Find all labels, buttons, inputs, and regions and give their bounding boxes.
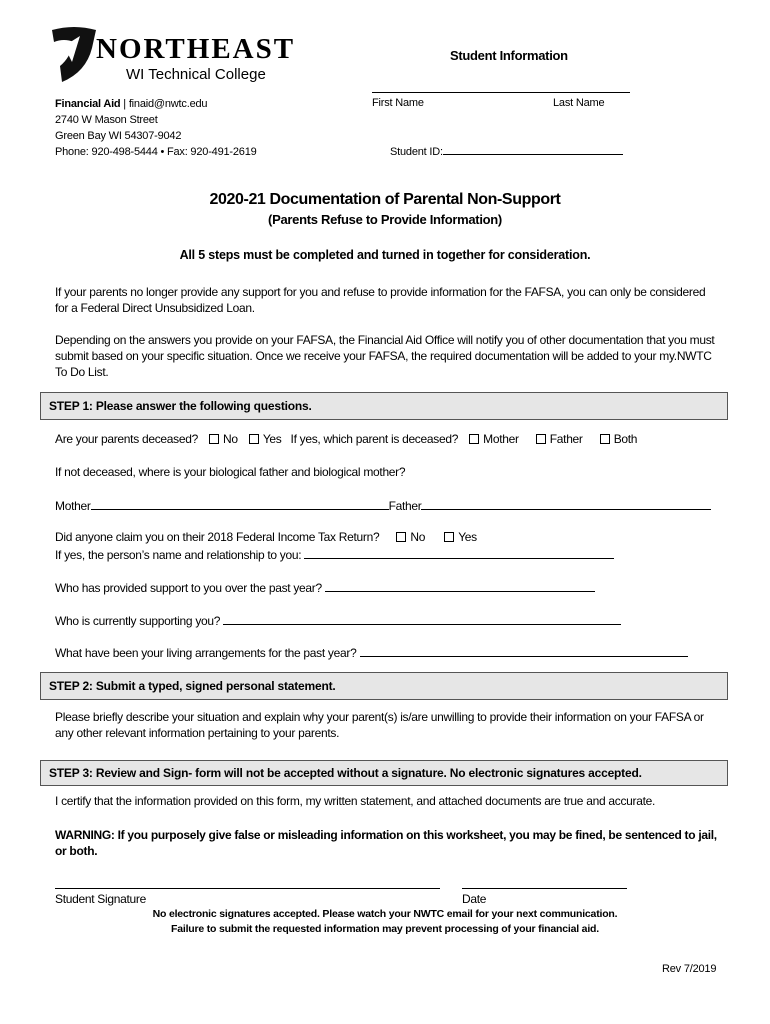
all-steps-notice: All 5 steps must be completed and turned in together for consideration. xyxy=(179,248,591,262)
footer-line-2: Failure to submit the requested information may prevent processing of your financial aid. xyxy=(171,923,599,935)
mother-checkbox[interactable] xyxy=(469,434,479,444)
dept-name: Financial Aid xyxy=(55,98,121,110)
page-title: 2020-21 Documentation of Parental Non-Support xyxy=(209,191,561,208)
support-now-field[interactable] xyxy=(223,612,621,625)
father-checkbox[interactable] xyxy=(536,434,546,444)
step2-header: STEP 2: Submit a typed, signed personal statement. xyxy=(40,672,728,700)
tax-yes-checkbox[interactable] xyxy=(444,532,454,542)
northeast-shield-icon xyxy=(50,26,98,84)
college-name-top: NORTHEAST xyxy=(96,33,296,65)
mother-location-field[interactable] xyxy=(91,497,389,510)
date-label: Date xyxy=(462,892,487,906)
both-checkbox[interactable] xyxy=(600,434,610,444)
address-line-1: 2740 W Mason Street xyxy=(55,114,158,126)
father-option-label: Father xyxy=(549,432,583,446)
date-line[interactable] xyxy=(462,888,627,889)
revision-date: Rev 7/2019 xyxy=(662,963,717,975)
q-tax-name: If yes, the person’s name and relationship to you: xyxy=(55,548,302,562)
intro-paragraph-2: Depending on the answers you provide on your FAFSA, the Financial Aid Office will notify you of other documentation that you must submit based on your specific situation. Once we receive your FAFSA, the required documentation will be added to your my.NWTC To Do List. xyxy=(55,333,715,379)
footer-line-1: No electronic signatures accepted. Please watch your NWTC email for your next communication. xyxy=(152,908,618,920)
step3-header: STEP 3: Review and Sign- form will not be accepted without a signature. No electronic signatures accepted. xyxy=(40,760,728,786)
q-living-arrangements: What have been your living arrangements for the past year? xyxy=(55,646,357,660)
q-support-now: Who is currently supporting you? xyxy=(55,614,221,628)
dept-email: finaid@nwtc.edu xyxy=(128,98,208,110)
tax-no-checkbox[interactable] xyxy=(396,532,406,542)
q-support-past: Who has provided support to you over the past year? xyxy=(55,581,322,595)
father-location-field[interactable] xyxy=(421,497,711,510)
intro-paragraph-1: If your parents no longer provide any support for you and refuse to provide information for the FAFSA, you can only be considered for a Federal Direct Unsubsidized Loan. xyxy=(55,285,706,315)
student-id-field[interactable] xyxy=(443,142,623,155)
page-subtitle: (Parents Refuse to Provide Information) xyxy=(268,212,502,227)
step2-text: Please briefly describe your situation and explain why your parent(s) is/are unwilling to provide their information on your FAFSA or any other relevant information pertaining to your parents. xyxy=(55,710,704,740)
step1-header: STEP 1: Please answer the following questions. xyxy=(40,392,728,420)
signature-label: Student Signature xyxy=(55,892,146,906)
tax-claimant-field[interactable] xyxy=(304,546,614,559)
support-past-field[interactable] xyxy=(325,579,595,592)
name-line[interactable] xyxy=(372,92,630,93)
living-arrangements-field[interactable] xyxy=(360,644,688,657)
q-biological-parents: If not deceased, where is your biological father and biological mother? xyxy=(55,465,406,479)
last-name-label: Last Name xyxy=(553,97,605,109)
signature-line[interactable] xyxy=(55,888,440,889)
first-name-label: First Name xyxy=(372,97,424,109)
deceased-no-checkbox[interactable] xyxy=(209,434,219,444)
phone-fax: Phone: 920-498-5444 • Fax: 920-491-2619 xyxy=(55,146,257,158)
tax-no-label: No xyxy=(410,530,426,544)
both-option-label: Both xyxy=(613,432,638,446)
q-tax-claim: Did anyone claim you on their 2018 Federal Income Tax Return? xyxy=(55,530,380,544)
student-id-label: Student ID: xyxy=(390,146,443,158)
q-which-parent: If yes, which parent is deceased? xyxy=(290,432,459,446)
warning-text: WARNING: If you purposely give false or misleading information on this worksheet, you may be fined, be sentenced to jail, or both. xyxy=(55,828,717,858)
deceased-yes-label: Yes xyxy=(262,432,282,446)
tax-yes-label: Yes xyxy=(458,530,477,544)
father-location-label: Father xyxy=(388,499,422,513)
address-line-2: Green Bay WI 54307-9042 xyxy=(55,130,182,142)
mother-option-label: Mother xyxy=(483,432,519,446)
student-info-heading: Student Information xyxy=(450,48,568,63)
q-deceased: Are your parents deceased? xyxy=(55,432,198,446)
deceased-no-label: No xyxy=(223,432,238,446)
college-logo xyxy=(50,26,295,88)
mother-location-label: Mother xyxy=(55,499,91,513)
deceased-yes-checkbox[interactable] xyxy=(249,434,259,444)
certify-statement: I certify that the information provided on this form, my written statement, and attached documents are true and accurate. xyxy=(55,794,656,808)
college-name-bottom: WI Technical College xyxy=(126,66,266,83)
